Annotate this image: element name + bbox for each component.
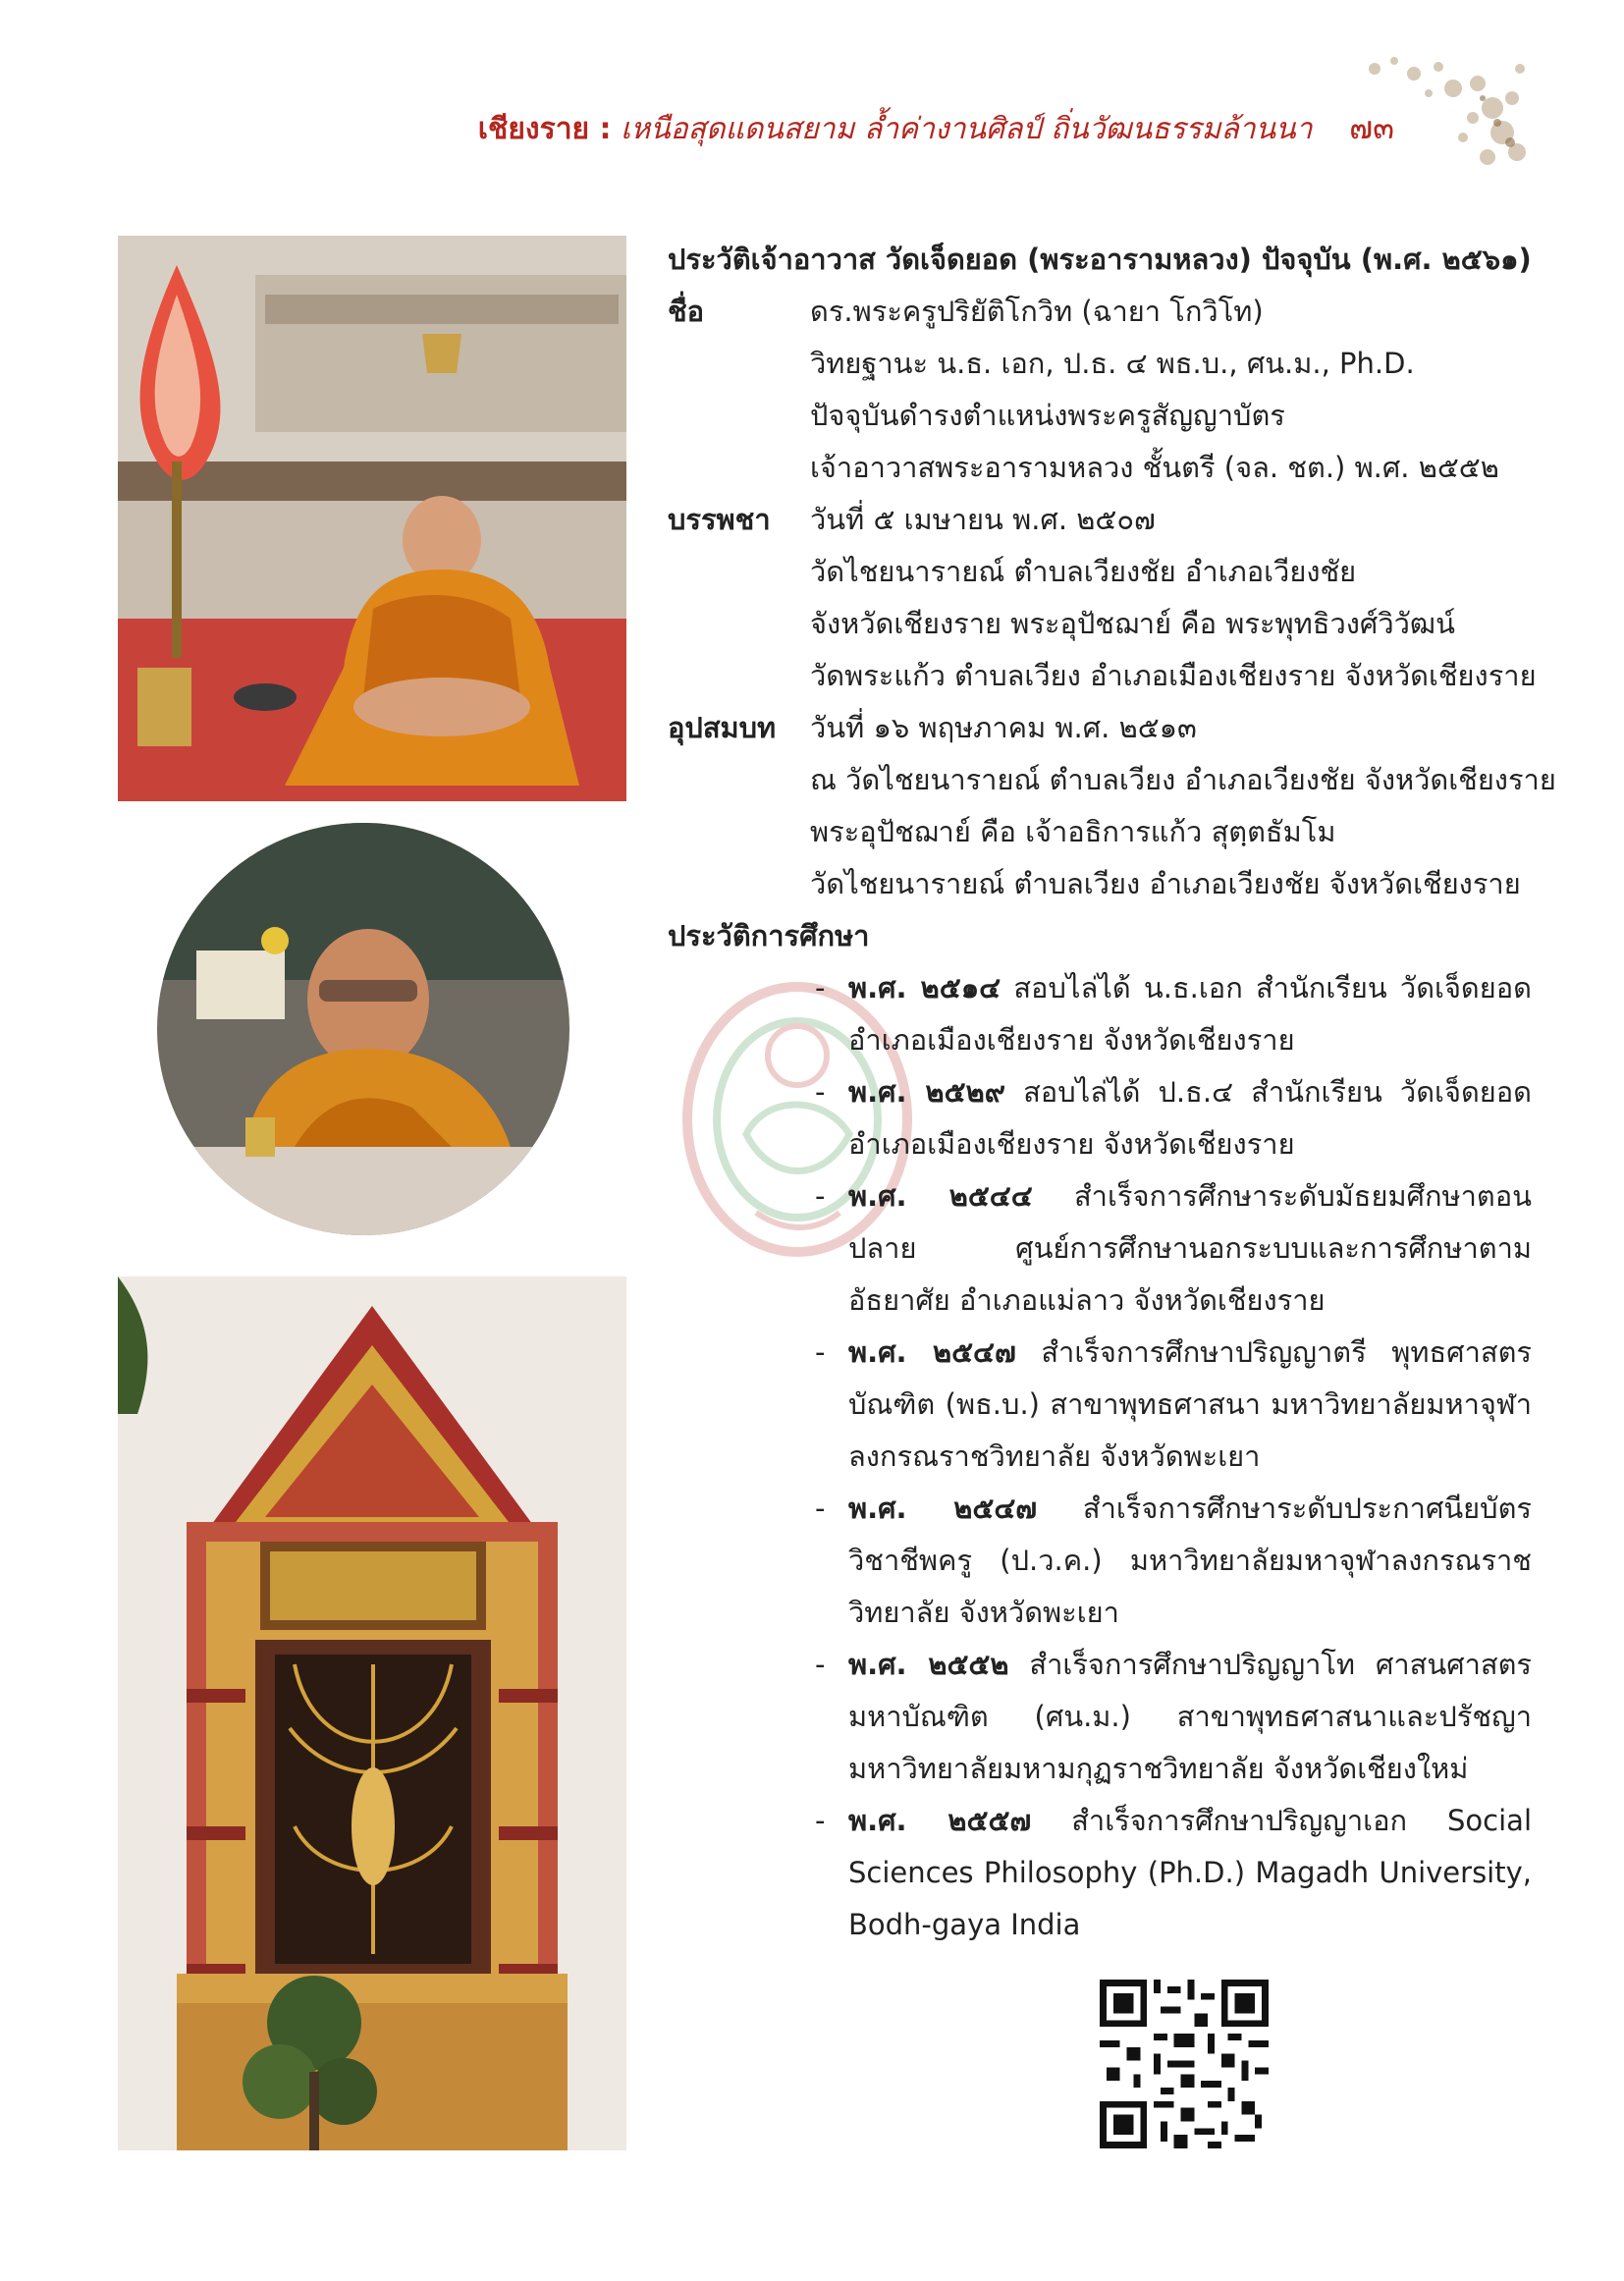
education-year: พ.ศ. ๒๕๔๔	[848, 1179, 1033, 1213]
education-year: พ.ศ. ๒๕๔๗	[848, 1492, 1038, 1525]
education-item	[815, 1795, 1532, 1951]
list-dash: -	[815, 1335, 826, 1369]
list-dash: -	[815, 971, 826, 1005]
list-dash: -	[815, 1179, 826, 1213]
education-item	[815, 1639, 1532, 1795]
section-heading: ประวัติเจ้าอาวาส วัดเจ็ดยอด (พระอารามหลวง) ปัจจุบัน (พ.ศ. ๒๕๖๑)	[668, 243, 1532, 276]
profile-line: วันที่ ๕ เมษายน พ.ศ. ๒๕๐๗	[810, 503, 1156, 536]
education-item	[815, 1170, 1532, 1327]
shrine-window-photo	[118, 1276, 626, 2150]
profile-line: วัดพระแก้ว ตำบลเวียง อำเภอเมืองเชียงราย จังหวัดเชียงราย	[810, 659, 1537, 692]
list-dash: -	[815, 1075, 826, 1109]
corner-ornament-image	[1345, 39, 1532, 177]
profile-line: เจ้าอาวาสพระอารามหลวง ชั้นตรี (จล. ชต.) พ.ศ. ๒๕๕๒	[810, 451, 1499, 484]
education-year: พ.ศ. ๒๕๒๙	[848, 1075, 1005, 1109]
seated-monk-photo	[118, 236, 626, 801]
education-text: สำเร็จการศึกษาปริญญาตรี พุทธศาสตรบัณฑิต (พธ.บ.) สาขาพุทธศาสนา มหาวิทยาลัยมหาจุฬาลงกรณราชวิทยาลัย จังหวัดพะเยา	[848, 1335, 1532, 1473]
list-dash: -	[815, 1648, 826, 1681]
qr-code[interactable]	[1100, 1980, 1269, 2148]
education-text: สำเร็จการศึกษาปริญญาเอก Social Sciences Philosophy (Ph.D.) Magadh University, Bodh-gaya India	[848, 1804, 1532, 1941]
profile-label: บรรพชา	[668, 503, 771, 536]
profile-row-novice-ordination	[668, 494, 1537, 702]
education-year: พ.ศ. ๒๕๕๗	[848, 1804, 1032, 1837]
profile-line: วัดไชยนารายณ์ ตำบลเวียง อำเภอเวียงชัย จังหวัดเชียงราย	[810, 867, 1521, 900]
profile-line: จังหวัดเชียงราย พระอุปัชฌาย์ คือ พระพุทธิวงศ์วิวัฒน์	[810, 607, 1455, 640]
list-dash: -	[815, 1804, 826, 1837]
header-subtitle: เหนือสุดแดนสยาม ล้ำค่างานศิลป์ ถิ่นวัฒนธรรมล้านนา	[621, 112, 1313, 146]
profile-line: ปัจจุบันดำรงตำแหน่งพระครูสัญญาบัตร	[810, 399, 1285, 432]
education-text: สอบไล่ได้ ป.ธ.๔ สำนักเรียน วัดเจ็ดยอด อำเภอเมืองเชียงราย จังหวัดเชียงราย	[848, 1075, 1533, 1161]
education-year: พ.ศ. ๒๕๑๔	[848, 971, 1001, 1005]
profile-line: วันที่ ๑๖ พฤษภาคม พ.ศ. ๒๕๑๓	[810, 711, 1197, 744]
education-list	[668, 962, 1532, 1951]
profile-row-name	[668, 286, 1532, 494]
profile-row-monk-ordination	[668, 702, 1556, 910]
profile-line: ณ วัดไชยนารายณ์ ตำบลเวียง อำเภอเวียงชัย จังหวัดเชียงราย	[810, 763, 1556, 796]
education-text: สอบไล่ได้ น.ธ.เอก สำนักเรียน วัดเจ็ดยอด อำเภอเมืองเชียงราย จังหวัดเชียงราย	[848, 971, 1533, 1057]
page-number: ๗๓	[1349, 109, 1394, 146]
monk-portrait-photo	[157, 823, 569, 1235]
education-text: สำเร็จการศึกษาระดับประกาศนียบัตรวิชาชีพครู (ป.ว.ค.) มหาวิทยาลัยมหาจุฬาลงกรณราชวิทยาลัย จังหวัดพะเยา	[848, 1492, 1532, 1629]
education-text: สำเร็จการศึกษาระดับมัธยมศึกษาตอนปลาย ศูนย์การศึกษานอกระบบและการศึกษาตามอัธยาศัย อำเภอแม่ลาว จังหวัดเชียงราย	[848, 1179, 1532, 1317]
header-province: เชียงราย :	[477, 112, 612, 146]
profile-line: ดร.พระครูปริยัติโกวิท (ฉายา โกวิโท)	[810, 295, 1264, 328]
education-text: สำเร็จการศึกษาปริญญาโท ศาสนศาสตรมหาบัณฑิต (ศน.ม.) สาขาพุทธศาสนาและปรัชญา มหาวิทยาลัยมหามกุฏราชวิทยาลัย จังหวัดเชียงใหม่	[848, 1648, 1532, 1785]
page-header	[0, 98, 1394, 157]
education-item	[815, 1483, 1532, 1639]
profile-line: พระอุปัชฌาย์ คือ เจ้าอธิการแก้ว สุตฺตธัมโม	[810, 815, 1336, 848]
education-item	[815, 962, 1532, 1066]
biography-section	[668, 234, 1556, 1951]
profile-line: วัดไชยนารายณ์ ตำบลเวียงชัย อำเภอเวียงชัย	[810, 555, 1357, 588]
education-item	[815, 1066, 1532, 1170]
education-item	[815, 1327, 1532, 1483]
list-dash: -	[815, 1492, 826, 1525]
education-year: พ.ศ. ๒๕๔๗	[848, 1335, 1016, 1369]
profile-label: ชื่อ	[668, 295, 705, 328]
profile-label: อุปสมบท	[668, 711, 777, 744]
education-year: พ.ศ. ๒๕๕๒	[848, 1648, 1009, 1681]
profile-line: วิทยฐานะ น.ธ. เอก, ป.ธ. ๔ พธ.บ., ศน.ม., Ph.D.	[810, 347, 1415, 380]
education-heading: ประวัติการศึกษา	[668, 919, 870, 952]
